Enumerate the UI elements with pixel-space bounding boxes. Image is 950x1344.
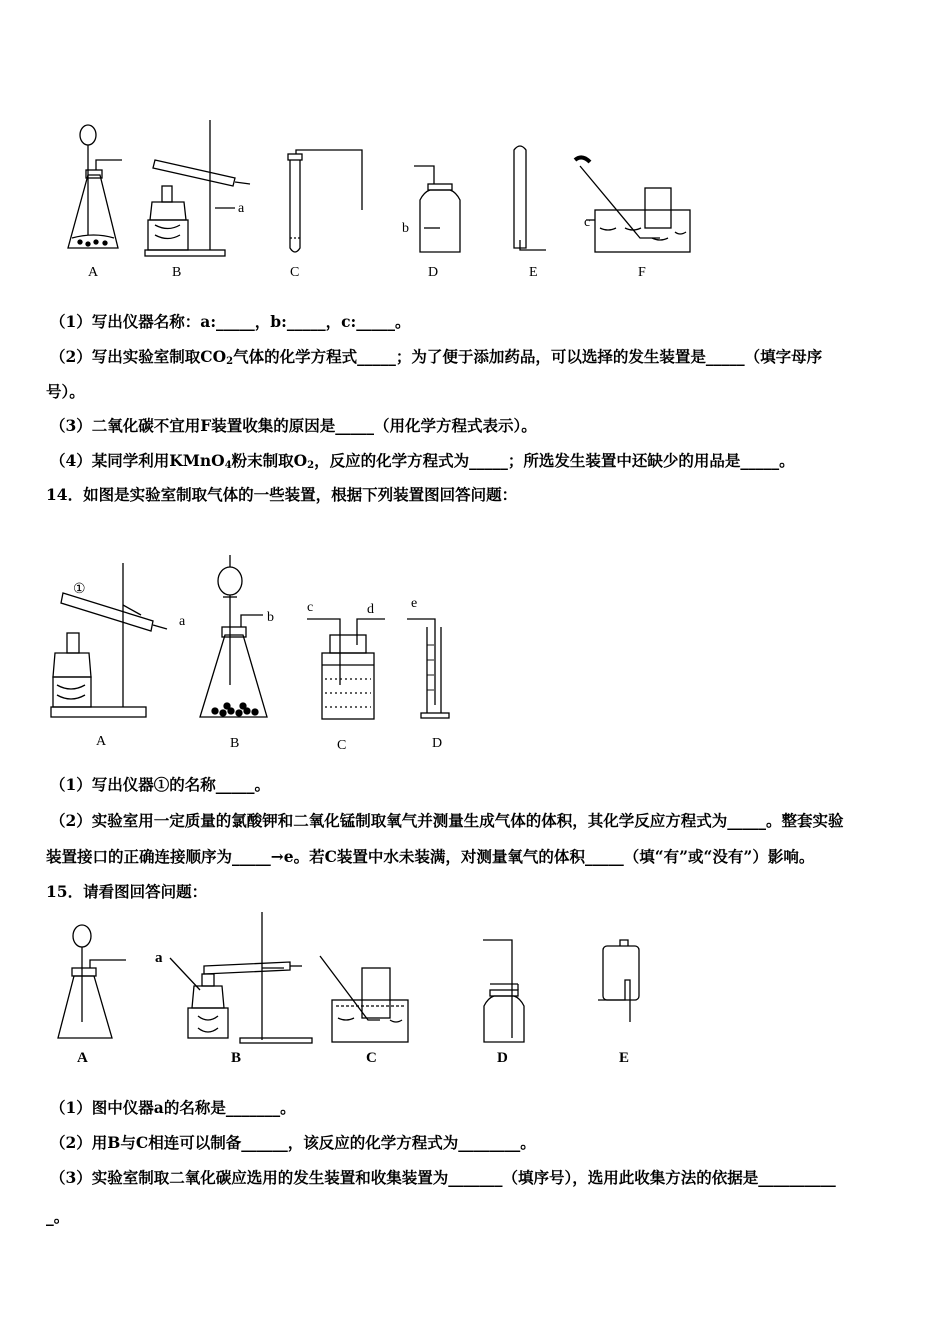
q13-part4-sub2: 2 (307, 460, 315, 471)
q13-label-e: E (529, 265, 538, 280)
q13-part4-c: ，反应的化学方程式为_____；所选发生装置中还缺少的用品是_____。 (314, 451, 795, 470)
q13-part2-wrap: 号）。 (46, 382, 85, 401)
q14-tag-d: d (367, 602, 374, 617)
q15-apparatus-a (58, 925, 126, 1038)
q13-label-a: A (88, 265, 99, 280)
q15-part1: （1）图中仪器a的名称是_______。 (50, 1098, 296, 1117)
q13-apparatus-f (575, 157, 690, 252)
q14-label-d: D (432, 736, 443, 751)
q14-apparatus-a (51, 563, 167, 717)
q13-part4-sub1: 4 (224, 460, 232, 471)
q13-apparatus-a (68, 125, 122, 248)
q13-tag-a: a (238, 201, 245, 216)
q14-label-a: A (96, 734, 107, 749)
q14-apparatus-figure (45, 535, 475, 760)
q13-part4-b: 粉末制取O (231, 451, 308, 470)
q15-label-d: D (497, 1050, 508, 1066)
q15-apparatus-figure (50, 910, 670, 1070)
q14-apparatus-d (407, 619, 449, 718)
q15-part3-wrap: _。 (46, 1207, 70, 1226)
q13-part2-post: 气体的化学方程式_____；为了便于添加药品，可以选择的发生装置是_____（填字母序 (233, 347, 823, 366)
q13-apparatus-b (145, 120, 250, 256)
q15-apparatus-c (320, 956, 408, 1042)
q14-tag-e: e (411, 596, 418, 611)
q13-part2-pre: （2）写出实验室制取CO (50, 347, 227, 366)
q15-part3: （3）实验室制取二氧化碳应选用的发生装置和收集装置为_______（填序号），选用此收集方法的依据是__________ (50, 1168, 836, 1187)
q13-label-d: D (428, 265, 439, 280)
q15-part2: （2）用B与C相连可以制备______，该反应的化学方程式为________。 (50, 1133, 536, 1152)
q13-label-f: F (638, 265, 646, 280)
q13-apparatus-figure (50, 110, 710, 285)
q15-label-a: A (77, 1050, 88, 1066)
q14-tag-a: a (179, 614, 186, 629)
q14-tag-c: c (307, 600, 314, 615)
q13-label-c: C (290, 265, 300, 280)
q13-tag-c: c (584, 215, 591, 230)
q15-title: 15．请看图回答问题： (46, 882, 208, 901)
q14-part2: （2）实验室用一定质量的氯酸钾和二氧化锰制取氧气并测量生成气体的体积，其化学反应方程式为_____。整套实验 (50, 811, 844, 830)
q13-part4-a: （4）某同学利用KMnO (50, 451, 225, 470)
q15-tag-a: a (155, 950, 163, 966)
q13-apparatus-d (414, 166, 460, 252)
q15-apparatus-e (598, 940, 639, 1022)
q13-part1: （1）写出仪器名称：a:_____，b:_____，c:_____。 (50, 312, 411, 331)
q15-label-c: C (366, 1050, 377, 1066)
q15-label-b: B (231, 1050, 242, 1066)
q14-part1: （1）写出仪器①的名称_____。 (50, 775, 271, 794)
q13-part4 (50, 451, 795, 476)
q13-part2-sub: 2 (226, 356, 234, 367)
q13-apparatus-e (514, 146, 546, 250)
q13-apparatus-c (288, 150, 362, 252)
q14-label-c: C (337, 738, 347, 753)
q15-apparatus-b (170, 912, 312, 1043)
q14-part2-wrap: 装置接口的正确连接顺序为_____→e。若C装置中水未装满，对测量氧气的体积_____（填“有”或“没有”）影响。 (46, 847, 815, 866)
q13-part2 (50, 347, 822, 372)
q13-tag-b: b (402, 221, 409, 236)
q14-apparatus-c (307, 619, 385, 719)
q13-part3: （3）二氧化碳不宜用F装置收集的原因是_____（用化学方程式表示）。 (50, 416, 537, 435)
q15-apparatus-d (483, 940, 524, 1042)
q15-label-e: E (619, 1050, 630, 1066)
q13-label-b: B (172, 265, 182, 280)
q14-apparatus-b (200, 555, 267, 717)
q14-label-b: B (230, 736, 240, 751)
q14-tag-1: ① (73, 582, 86, 597)
q14-title: 14．如图是实验室制取气体的一些装置，根据下列装置图回答问题： (46, 485, 518, 504)
q14-tag-b: b (267, 610, 274, 625)
